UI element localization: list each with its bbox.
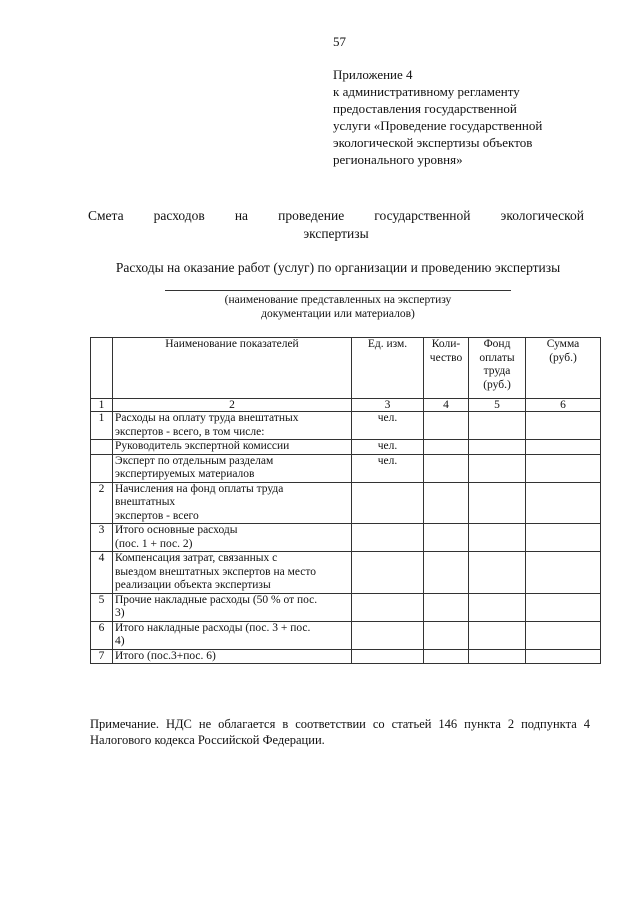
row-unit: чел. xyxy=(352,412,424,440)
row-quantity xyxy=(424,593,469,621)
row-unit xyxy=(352,524,424,552)
row-number: 3 xyxy=(91,524,113,552)
header-sum xyxy=(526,338,601,399)
row-quantity xyxy=(424,482,469,524)
appendix-line: предоставления государственной xyxy=(333,101,517,116)
row-quantity xyxy=(424,440,469,455)
row-name-line: Руководитель экспертной комиссии xyxy=(115,440,290,452)
column-number: 2 xyxy=(113,399,352,412)
row-wage-fund xyxy=(469,412,526,440)
title-line-2: экспертизы xyxy=(303,226,369,241)
row-name xyxy=(113,524,352,552)
column-number: 3 xyxy=(352,399,424,412)
table-row xyxy=(91,621,601,649)
row-name-line: Эксперт по отдельным разделам xyxy=(115,454,274,467)
header-fund-line: Фонд xyxy=(483,338,511,350)
row-name xyxy=(113,552,352,594)
row-name xyxy=(113,454,352,482)
row-quantity xyxy=(424,649,469,664)
row-name xyxy=(113,440,352,455)
row-name-line: 3) xyxy=(115,607,125,619)
row-number: 5 xyxy=(91,593,113,621)
appendix-line: регионального уровня» xyxy=(333,152,463,167)
row-name xyxy=(113,649,352,664)
row-sum xyxy=(526,621,601,649)
title-line-1: Смета расходов на проведение государственной экологической xyxy=(88,208,584,223)
column-number: 6 xyxy=(526,399,601,412)
table-row xyxy=(91,593,601,621)
row-quantity xyxy=(424,524,469,552)
row-number: 7 xyxy=(91,649,113,664)
table-row xyxy=(91,649,601,664)
table-header-row xyxy=(91,338,601,399)
header-number xyxy=(91,338,113,399)
footnote: Примечание. НДС не облагается в соответствии со статьей 146 пункта 2 подпункта 4 Налогового кодекса Российской Федерации. xyxy=(90,717,590,747)
table-row xyxy=(91,454,601,482)
name-caption-line-1: (наименование представленных на экспертизу xyxy=(224,294,452,306)
row-sum xyxy=(526,482,601,524)
row-wage-fund xyxy=(469,593,526,621)
header-quantity-line: Коли- xyxy=(431,338,461,350)
row-name-line: экспертов - всего xyxy=(115,509,199,522)
row-number: 2 xyxy=(91,482,113,524)
row-name-line: выездом внештатных экспертов на место xyxy=(115,565,316,578)
column-number: 4 xyxy=(424,399,469,412)
header-quantity-line: чество xyxy=(429,351,463,364)
row-wage-fund xyxy=(469,552,526,594)
row-number xyxy=(91,454,113,482)
table-row xyxy=(91,524,601,552)
row-name-line: (пос. 1 + пос. 2) xyxy=(115,537,193,550)
row-quantity xyxy=(424,412,469,440)
row-sum xyxy=(526,552,601,594)
row-name-line: Итого накладные расходы (пос. 3 + пос. xyxy=(115,621,311,634)
row-sum xyxy=(526,593,601,621)
header-unit: Ед. изм. xyxy=(352,338,424,399)
header-sum-line: (руб.) xyxy=(549,351,577,364)
row-unit xyxy=(352,649,424,664)
document-title xyxy=(88,207,584,243)
row-name-line: Итого (пос.3+пос. 6) xyxy=(115,649,216,662)
row-name-line: Компенсация затрат, связанных с xyxy=(115,552,278,564)
row-unit xyxy=(352,552,424,594)
row-sum xyxy=(526,454,601,482)
table-row xyxy=(91,412,601,440)
row-unit xyxy=(352,593,424,621)
header-name: Наименование показателей xyxy=(113,338,352,399)
row-unit: чел. xyxy=(352,454,424,482)
row-wage-fund xyxy=(469,524,526,552)
row-wage-fund xyxy=(469,621,526,649)
row-name-line: 4) xyxy=(115,635,125,647)
row-quantity xyxy=(424,454,469,482)
row-name-line: экспертов - всего, в том числе: xyxy=(115,425,265,438)
row-name xyxy=(113,621,352,649)
appendix-line: Приложение 4 xyxy=(333,67,413,82)
name-caption xyxy=(165,293,511,321)
row-name-line: внештатных xyxy=(115,496,176,508)
column-number: 1 xyxy=(91,399,113,412)
column-number: 5 xyxy=(469,399,526,412)
row-number: 1 xyxy=(91,412,113,440)
row-unit: чел. xyxy=(352,440,424,455)
row-sum xyxy=(526,524,601,552)
row-name xyxy=(113,482,352,524)
row-unit xyxy=(352,621,424,649)
column-number-row xyxy=(91,399,601,412)
header-fund-line: (руб.) xyxy=(483,378,511,391)
page-number: 57 xyxy=(333,34,346,49)
row-number: 4 xyxy=(91,552,113,594)
appendix-line: услуги «Проведение государственной xyxy=(333,118,543,133)
name-fill-line xyxy=(165,290,511,291)
row-wage-fund xyxy=(469,482,526,524)
appendix-line: экологической экспертизы объектов xyxy=(333,135,533,150)
row-name xyxy=(113,593,352,621)
header-fund-line: труда xyxy=(483,365,511,377)
row-wage-fund xyxy=(469,440,526,455)
row-unit xyxy=(352,482,424,524)
row-wage-fund xyxy=(469,649,526,664)
row-wage-fund xyxy=(469,454,526,482)
row-number xyxy=(91,440,113,455)
table-row xyxy=(91,440,601,455)
name-caption-line-2: документации или материалов) xyxy=(261,308,415,320)
header-quantity xyxy=(424,338,469,399)
row-name-line: Начисления на фонд оплаты труда xyxy=(115,482,284,495)
estimate-table xyxy=(90,337,601,664)
appendix-line: к административному регламенту xyxy=(333,84,520,99)
table-row xyxy=(91,482,601,524)
row-name-line: Прочие накладные расходы (50 % от пос. xyxy=(115,593,318,606)
row-quantity xyxy=(424,552,469,594)
row-name-line: Расходы на оплату труда внештатных xyxy=(115,412,299,424)
row-sum xyxy=(526,412,601,440)
appendix-heading xyxy=(333,66,593,168)
row-name-line: реализации объекта экспертизы xyxy=(115,579,271,591)
document-subtitle: Расходы на оказание работ (услуг) по организации и проведению экспертизы xyxy=(115,260,561,275)
row-quantity xyxy=(424,621,469,649)
header-wage-fund xyxy=(469,338,526,399)
row-name-line: экспертируемых материалов xyxy=(115,468,255,480)
header-sum-line: Сумма xyxy=(546,338,580,350)
row-number: 6 xyxy=(91,621,113,649)
row-name-line: Итого основные расходы xyxy=(115,524,238,536)
table-row xyxy=(91,552,601,594)
row-sum xyxy=(526,649,601,664)
row-sum xyxy=(526,440,601,455)
row-name xyxy=(113,412,352,440)
header-fund-line: оплаты xyxy=(479,351,515,364)
